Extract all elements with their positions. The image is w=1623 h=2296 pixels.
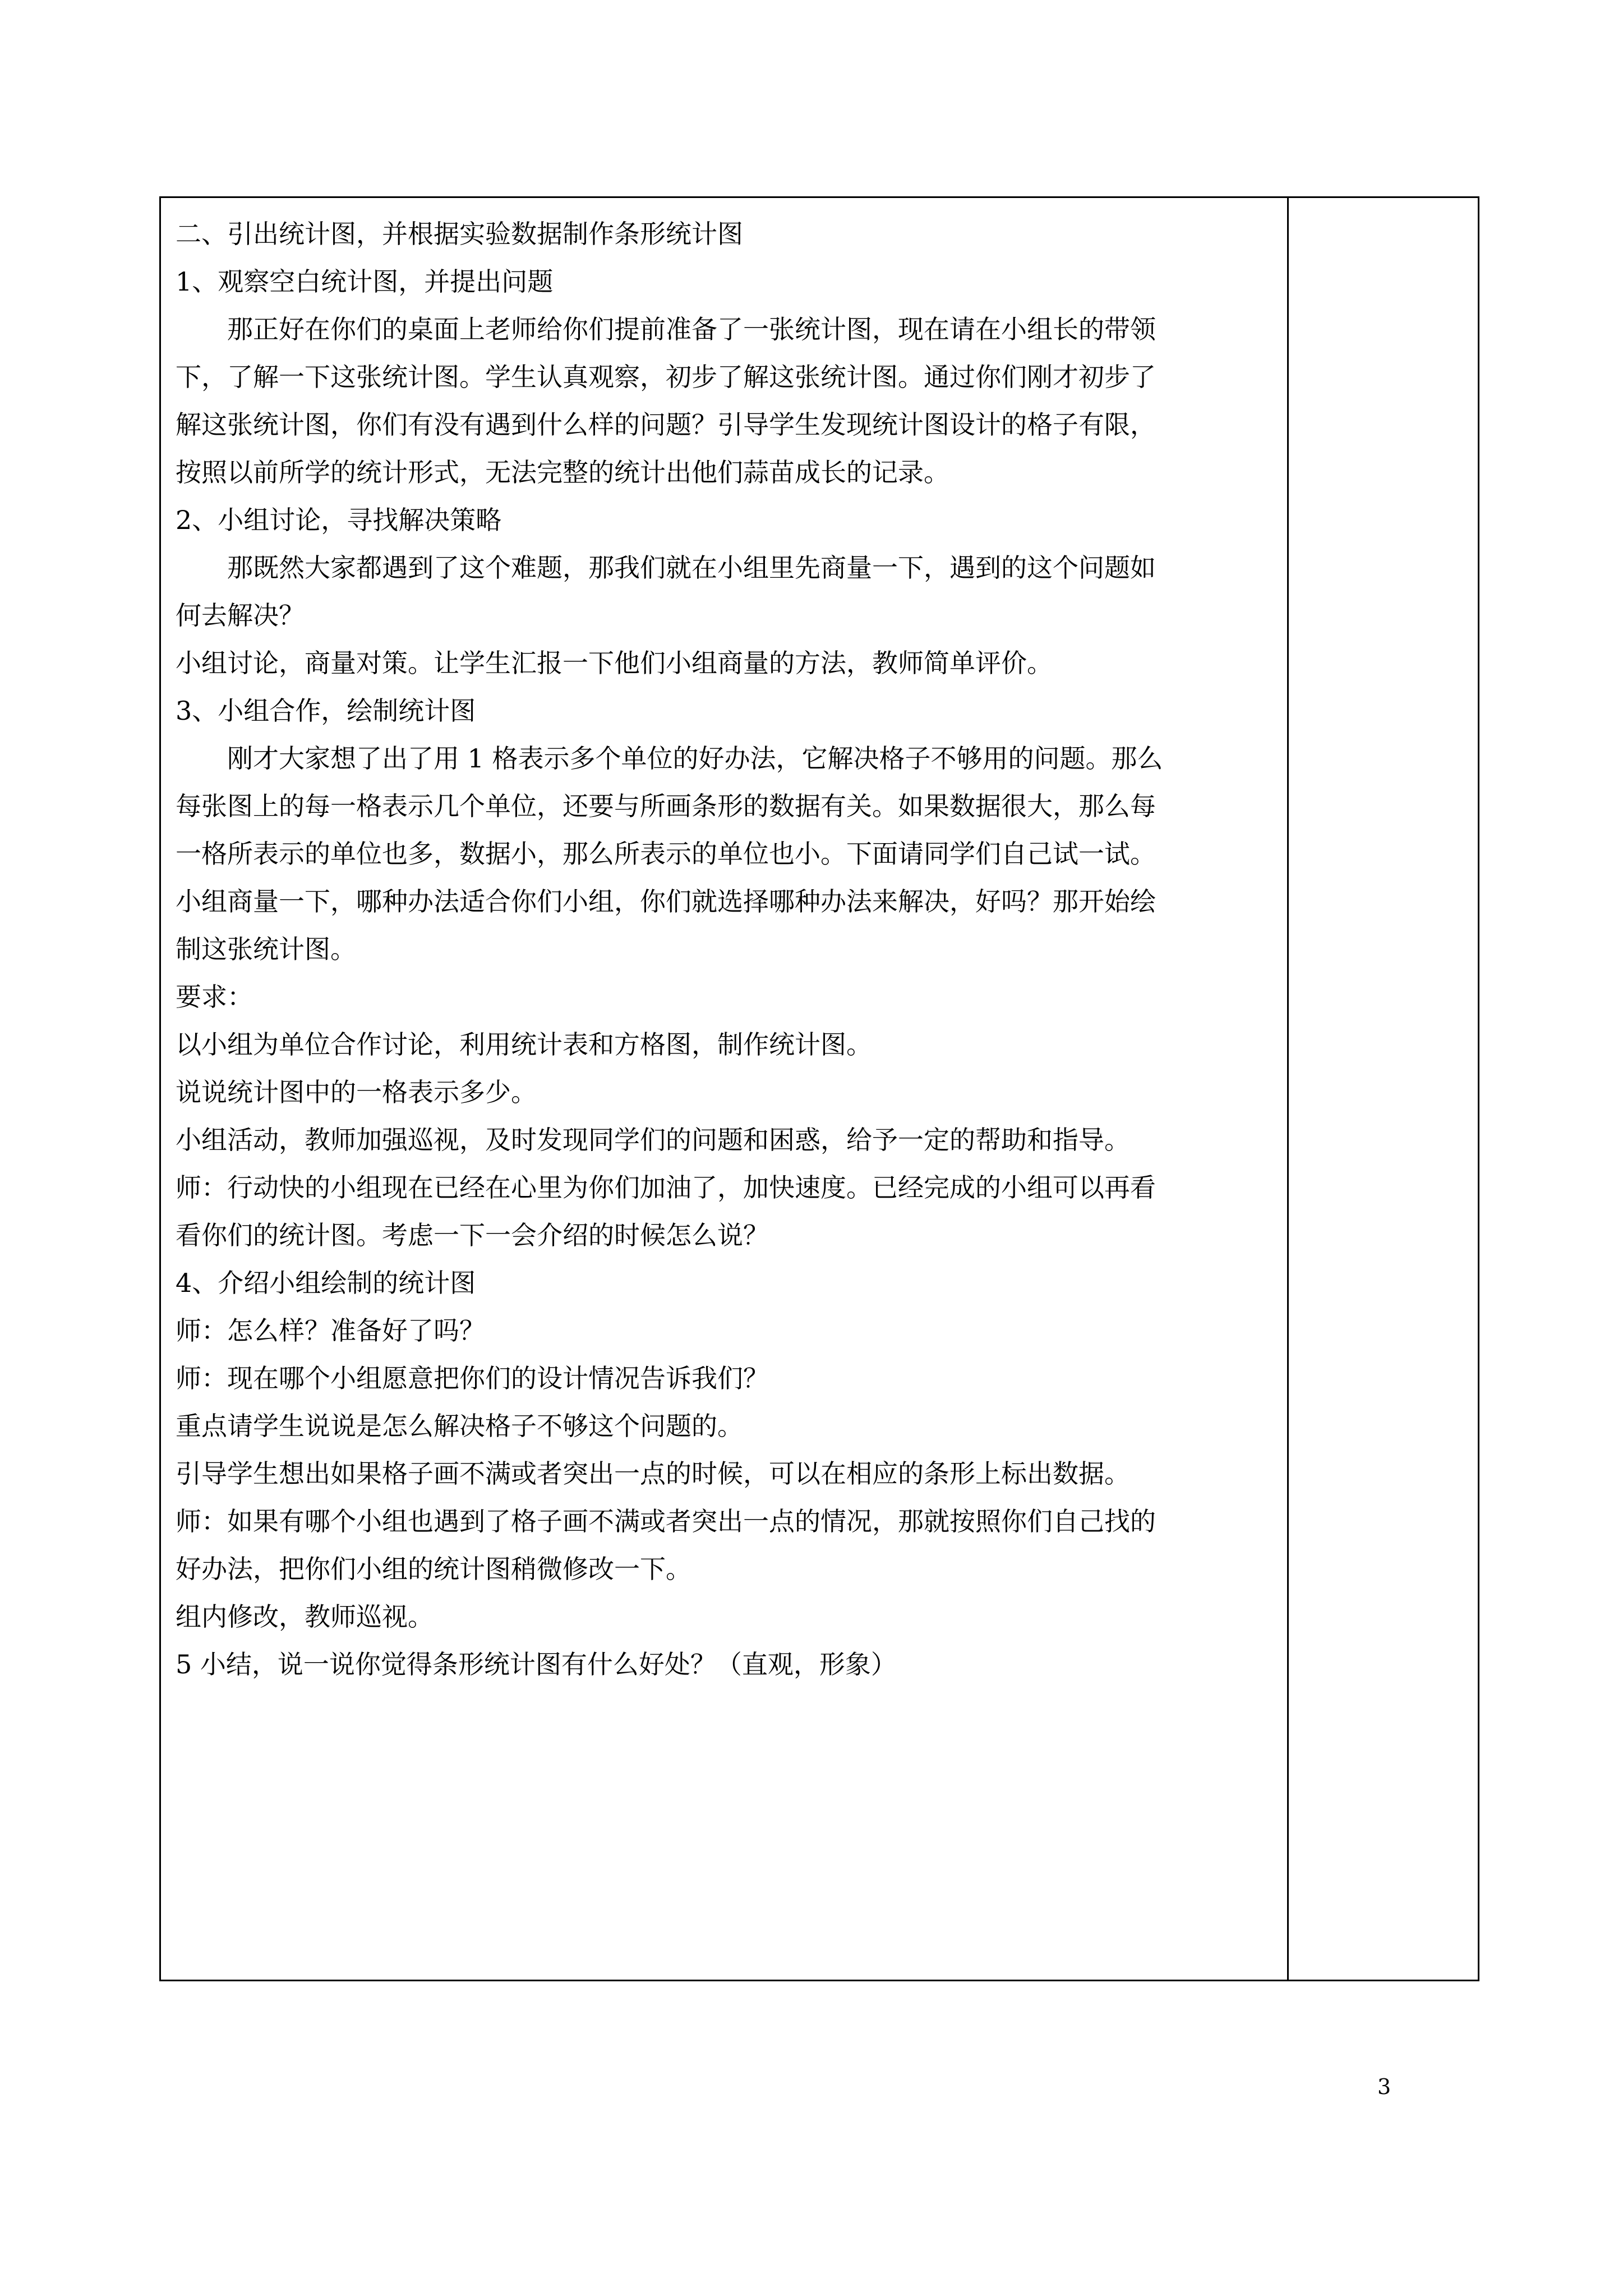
- text-line: 小组讨论，商量对策。让学生汇报一下他们小组商量的方法，教师简单评价。: [176, 648, 1053, 678]
- text-line: 2、小组讨论，寻找解决策略: [176, 505, 502, 535]
- text-line: 3、小组合作，绘制统计图: [176, 696, 476, 726]
- text-line: 以小组为单位合作讨论，利用统计表和方格图，制作统计图。: [176, 1029, 872, 1060]
- text-line: 每张图上的每一格表示几个单位，还要与所画条形的数据有关。如果数据很大，那么每: [176, 791, 1156, 821]
- text-line: 师：行动快的小组现在已经在心里为你们加油了，加快速度。已经完成的小组可以再看: [176, 1172, 1156, 1203]
- text-line: 4、介绍小组绘制的统计图: [176, 1268, 476, 1298]
- text-line: 组内修改，教师巡视。: [176, 1602, 434, 1632]
- content-cell: [161, 198, 1289, 1980]
- lesson-content: [176, 210, 1275, 1688]
- text-line: 何去解决？: [176, 600, 305, 631]
- text-line: 引导学生想出如果格子画不满或者突出一点的时候，可以在相应的条形上标出数据。: [176, 1458, 1130, 1489]
- text-line: 师：如果有哪个小组也遇到了格子画不满或者突出一点的情况，那就按照你们自己找的: [176, 1506, 1156, 1536]
- page-number: 3: [1377, 2074, 1391, 2099]
- text-line: 重点请学生说说是怎么解决格子不够这个问题的。: [176, 1411, 743, 1441]
- text-line: 说说统计图中的一格表示多少。: [176, 1077, 537, 1107]
- text-line: 1、观察空白统计图，并提出问题: [176, 266, 554, 297]
- text-line: 好办法，把你们小组的统计图稍微修改一下。: [176, 1554, 691, 1584]
- text-line: 要求：: [176, 982, 253, 1012]
- text-line: 小组活动，教师加强巡视，及时发现同学们的问题和困惑，给予一定的帮助和指导。: [176, 1125, 1130, 1155]
- text-line: 按照以前所学的统计形式，无法完整的统计出他们蒜苗成长的记录。: [176, 457, 949, 487]
- text-line: 那既然大家都遇到了这个难题，那我们就在小组里先商量一下，遇到的这个问题如: [227, 553, 1156, 583]
- text-line: 5 小结，说一说你觉得条形统计图有什么好处？（直观，形象）: [176, 1649, 897, 1680]
- text-line: 解这张统计图，你们有没有遇到什么样的问题？引导学生发现统计图设计的格子有限，: [176, 409, 1156, 440]
- text-line: 师：现在哪个小组愿意把你们的设计情况告诉我们？: [176, 1363, 769, 1393]
- text-line: 下，了解一下这张统计图。学生认真观察，初步了解这张统计图。通过你们刚才初步了: [176, 362, 1156, 392]
- text-line: 小组商量一下，哪种办法适合你们小组，你们就选择哪种办法来解决，好吗？那开始绘: [176, 886, 1156, 917]
- text-line: 一格所表示的单位也多，数据小，那么所表示的单位也小。下面请同学们自己试一试。: [176, 839, 1156, 869]
- notes-cell: [1287, 198, 1478, 1980]
- text-line: 二、引出统计图，并根据实验数据制作条形统计图: [176, 219, 743, 249]
- text-line: 制这张统计图。: [176, 934, 356, 964]
- text-line: 那正好在你们的桌面上老师给你们提前准备了一张统计图，现在请在小组长的带领: [227, 314, 1156, 344]
- text-line: 看你们的统计图。考虑一下一会介绍的时候怎么说？: [176, 1220, 769, 1250]
- text-line: 师：怎么样？准备好了吗？: [176, 1315, 485, 1346]
- text-line: 刚才大家想了出了用 1 格表示多个单位的好办法，它解决格子不够用的问题。那么: [227, 743, 1163, 774]
- lesson-plan-table: [159, 196, 1479, 1981]
